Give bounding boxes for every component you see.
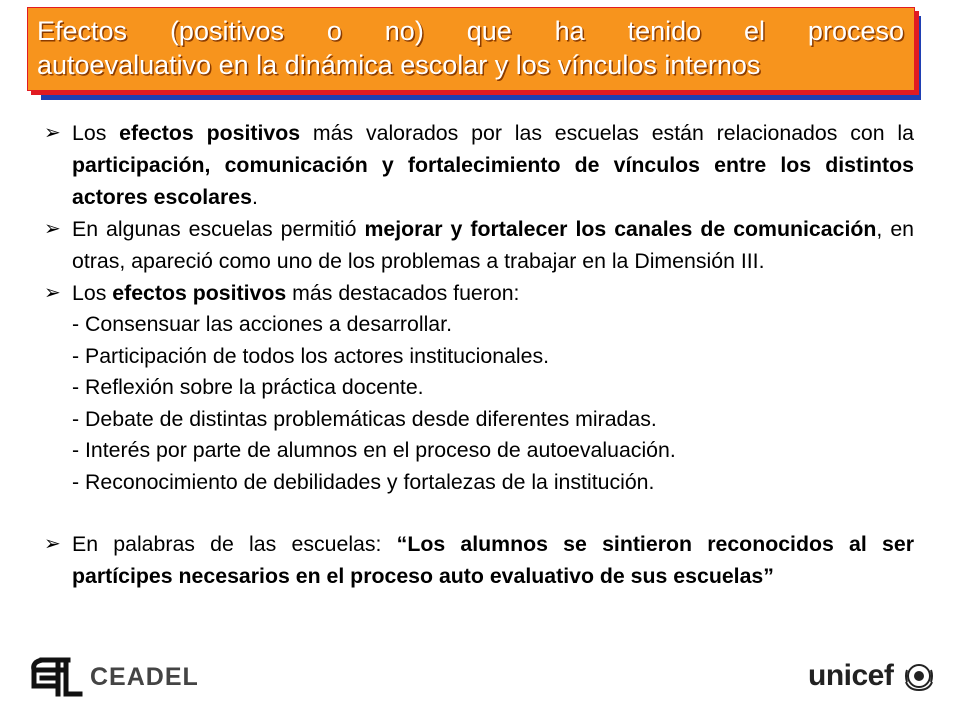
ceadel-logo [28, 656, 228, 698]
bold-phrase: efectos positivos [112, 281, 287, 305]
arrow-bullet-icon: ➢ [44, 282, 61, 304]
bullet-item-1 [44, 117, 914, 213]
sub-item: - Reflexión sobre la práctica docente. [72, 375, 424, 399]
spacer [44, 498, 914, 528]
text-run: más valorados por las escuelas están relacionados con la [300, 121, 914, 145]
text-run: Los [72, 281, 113, 305]
sub-item: - Consensuar las acciones a desarrollar. [72, 312, 452, 336]
title-line-2: autoevaluativo en la dinámica escolar y los vínculos internos [37, 50, 761, 80]
text-run: . [251, 185, 258, 209]
text-run: En algunas escuelas permitió [72, 217, 365, 241]
bold-phrase: mejorar y fortalecer los canales de comunicación [364, 217, 877, 241]
bullet-text [72, 117, 914, 213]
ceadel-mark-icon [28, 656, 84, 698]
bullet-item-2 [44, 213, 914, 277]
sub-item: - Reconocimiento de debilidades y fortalezas de la institución. [72, 469, 655, 494]
text-run: , en otras, apareció como uno de los problemas a trabajar en la Dimensión III. [72, 217, 915, 273]
sub-item: - Participación de todos los actores institucionales. [72, 343, 550, 368]
bullet-item-quote [44, 528, 914, 592]
sub-item: - Debate de distintas problemáticas desde diferentes miradas. [72, 406, 657, 431]
bullet-item-3 [44, 277, 914, 498]
ceadel-logo-text: CEADEL [90, 663, 199, 691]
arrow-bullet-icon: ➢ [44, 533, 61, 555]
text-run: Los [72, 121, 120, 145]
unicef-logo [808, 656, 938, 696]
arrow-bullet-icon: ➢ [44, 218, 61, 240]
text-run: más destacados fueron: [286, 281, 520, 305]
sub-item: - Interés por parte de alumnos en el proceso de autoevaluación. [72, 438, 676, 462]
unicef-emblem-icon [903, 660, 935, 692]
unicef-logo-text: unicef [808, 659, 894, 692]
text-run: En palabras de las escuelas: [72, 532, 397, 556]
bullet-text [72, 277, 914, 309]
bold-phrase: participación, comunicación y fortalecimiento de vínculos entre los distintos actores escolares [72, 153, 914, 209]
bullet-text [72, 213, 914, 277]
title-box [27, 7, 915, 91]
arrow-bullet-icon: ➢ [44, 122, 61, 144]
bold-phrase: “Los alumnos se sintieron reconocidos al ser partícipes necesarios en el proceso auto evaluativo de sus escuelas” [72, 532, 914, 588]
bold-phrase: efectos positivos [119, 121, 301, 145]
title-line-1: Efectos (positivos o no) que ha tenido el proceso [37, 16, 904, 46]
content-body [44, 117, 914, 592]
quote-text [72, 528, 914, 592]
